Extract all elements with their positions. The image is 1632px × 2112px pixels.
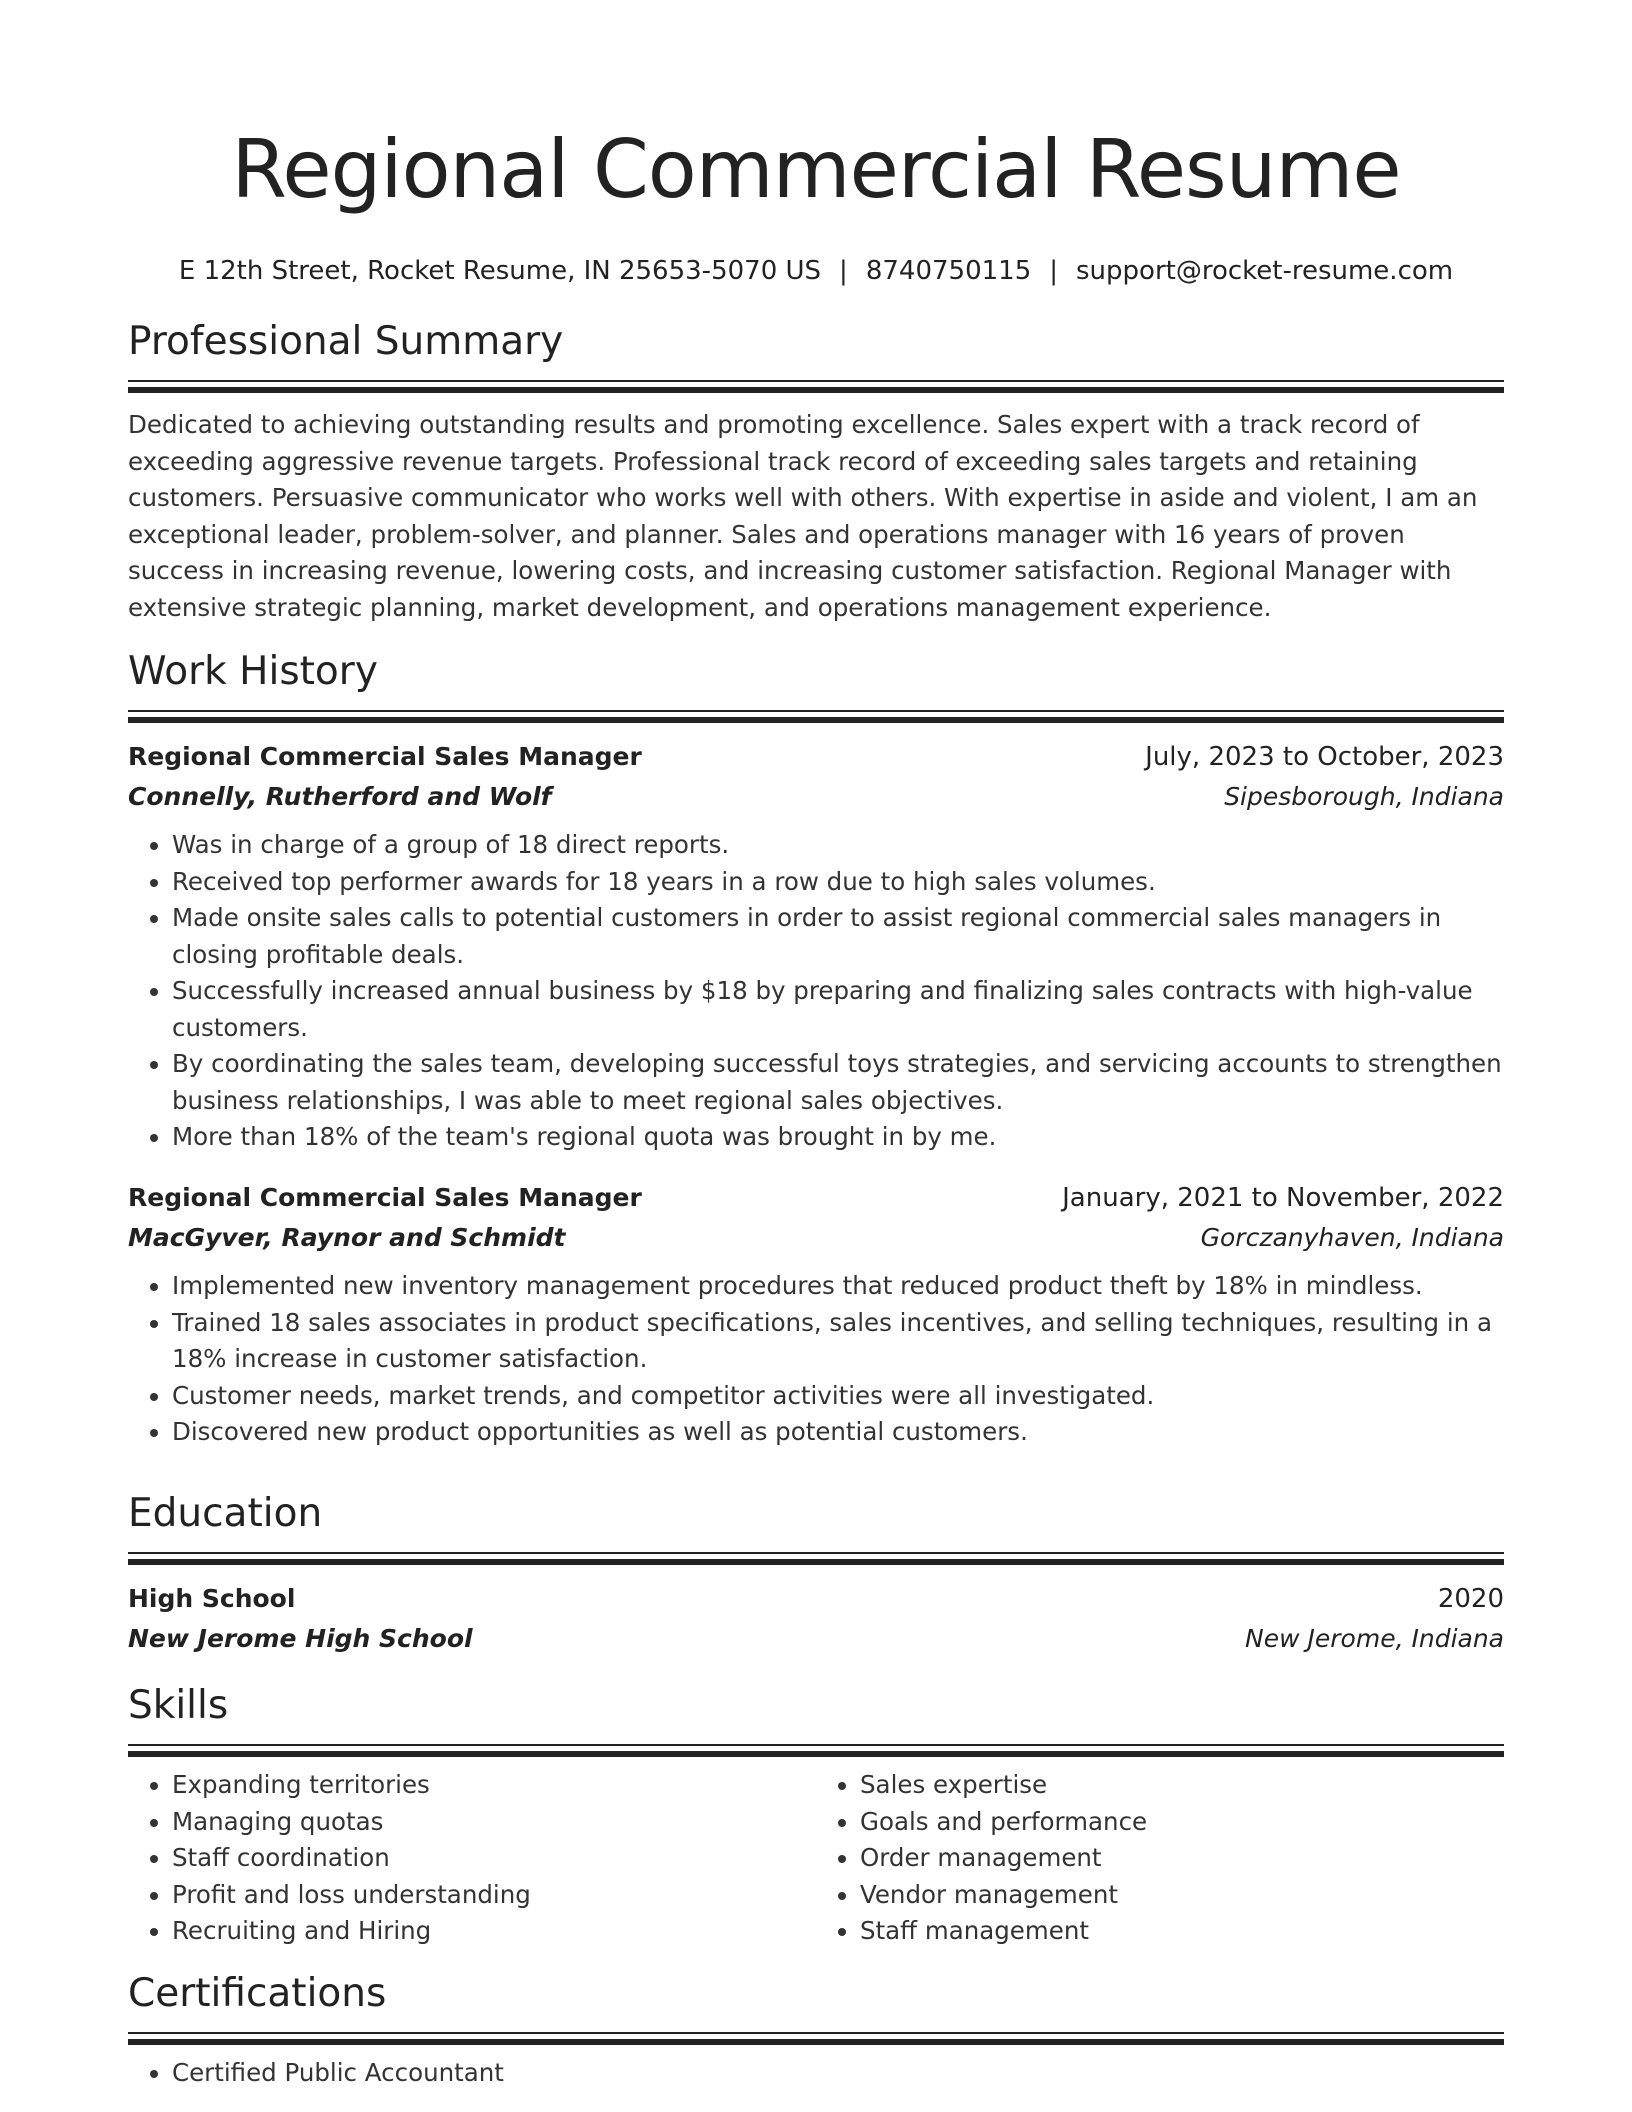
list-item: • Vendor management [860, 1877, 1504, 1914]
section-divider [128, 2032, 1504, 2045]
job-title: Regional Commercial Sales Manager [128, 742, 642, 771]
graduation-year: 2020 [1437, 1584, 1504, 1614]
skills-section [128, 1682, 1504, 1950]
list-item: • Goals and performance [860, 1804, 1504, 1841]
job-bullets [128, 1268, 1504, 1451]
list-item: • Profit and loss understanding [172, 1877, 816, 1914]
job-entry [128, 737, 1504, 1156]
list-item: • Staff coordination [172, 1840, 816, 1877]
job-dates: July, 2023 to October, 2023 [1145, 742, 1504, 772]
separator: | [1049, 256, 1058, 286]
education-section [128, 1490, 1504, 1659]
address: E 12th Street, Rocket Resume, IN 25653-5070 US [178, 256, 822, 286]
list-item: • Made onsite sales calls to potential customers in order to assist regional commercial sales managers in closing profitable deals. [172, 900, 1504, 973]
list-item: • Recruiting and Hiring [172, 1913, 816, 1950]
list-item: • Managing quotas [172, 1804, 816, 1841]
list-item: • Sales expertise [860, 1767, 1504, 1804]
section-title-work: Work History [128, 649, 378, 694]
skills-list-right [816, 1767, 1504, 1950]
phone: 8740750115 [865, 256, 1032, 286]
school-location: New Jerome, Indiana [1245, 1624, 1504, 1653]
list-item: • Discovered new product opportunities as well as potential customers. [172, 1414, 1504, 1451]
list-item: • Customer needs, market trends, and competitor activities were all investigated. [172, 1378, 1504, 1415]
employer: MacGyver, Raynor and Schmidt [128, 1223, 566, 1252]
skills-columns [128, 1757, 1504, 1950]
list-item: • Order management [860, 1840, 1504, 1877]
list-item: • Certified Public Accountant [172, 2055, 1504, 2092]
section-divider [128, 710, 1504, 723]
job-entry [128, 1178, 1504, 1451]
section-divider [128, 1552, 1504, 1565]
list-item: • By coordinating the sales team, developing successful toys strategies, and servicing accounts to strengthen business relationships, I was able to meet regional sales objectives. [172, 1046, 1504, 1119]
employer: Connelly, Rutherford and Wolf [128, 782, 552, 811]
section-divider [128, 380, 1504, 393]
job-bullets [128, 827, 1504, 1156]
list-item: • Received top performer awards for 18 years in a row due to high sales volumes. [172, 864, 1504, 901]
section-title-skills: Skills [128, 1683, 229, 1728]
list-item: • Staff management [860, 1913, 1504, 1950]
list-item: • More than 18% of the team's regional quota was brought in by me. [172, 1119, 1504, 1156]
job-location: Sipesborough, Indiana [1224, 782, 1504, 811]
section-title-summary: Professional Summary [128, 319, 564, 364]
school-name: New Jerome High School [128, 1624, 473, 1653]
summary-section [128, 318, 1504, 626]
job-location: Gorczanyhaven, Indiana [1200, 1223, 1504, 1252]
section-divider [128, 1744, 1504, 1757]
section-title-education: Education [128, 1491, 323, 1536]
list-item: • Successfully increased annual business by $18 by preparing and finalizing sales contracts with high-value customers. [172, 973, 1504, 1046]
certifications-list [128, 2055, 1504, 2092]
separator: | [839, 256, 848, 286]
list-item: • Expanding territories [172, 1767, 816, 1804]
summary-text: Dedicated to achieving outstanding results and promoting excellence. Sales expert with a track record of exceeding aggressive revenue targets. Professional track record of exceeding sales targets and retaining customers. Persuasive communicator who works well with others. With expertise in aside and violent, I am an exceptional leader, problem-solver, and planner. Sales and operations manager with 16 years of proven success in increasing revenue, lowering costs, and increasing customer satisfaction. Regional Manager with extensive strategic planning, market development, and operations management experience. [128, 410, 1478, 622]
degree: High School [128, 1584, 296, 1613]
work-section [128, 648, 1504, 1156]
job-dates: January, 2021 to November, 2022 [1062, 1183, 1504, 1213]
section-title-certifications: Certifications [128, 1971, 387, 2016]
certifications-section [128, 1970, 1504, 2092]
job-title: Regional Commercial Sales Manager [128, 1183, 642, 1212]
skills-list-left [128, 1767, 816, 1950]
list-item: • Implemented new inventory management procedures that reduced product theft by 18% in mindless. [172, 1268, 1504, 1305]
contact-line [128, 254, 1504, 288]
resume-name: Regional Commercial Resume [231, 123, 1401, 216]
list-item: • Trained 18 sales associates in product specifications, sales incentives, and selling techniques, resulting in a 18% increase in customer satisfaction. [172, 1305, 1504, 1378]
list-item: • Was in charge of a group of 18 direct reports. [172, 827, 1504, 864]
email: support@rocket-resume.com [1076, 256, 1454, 286]
